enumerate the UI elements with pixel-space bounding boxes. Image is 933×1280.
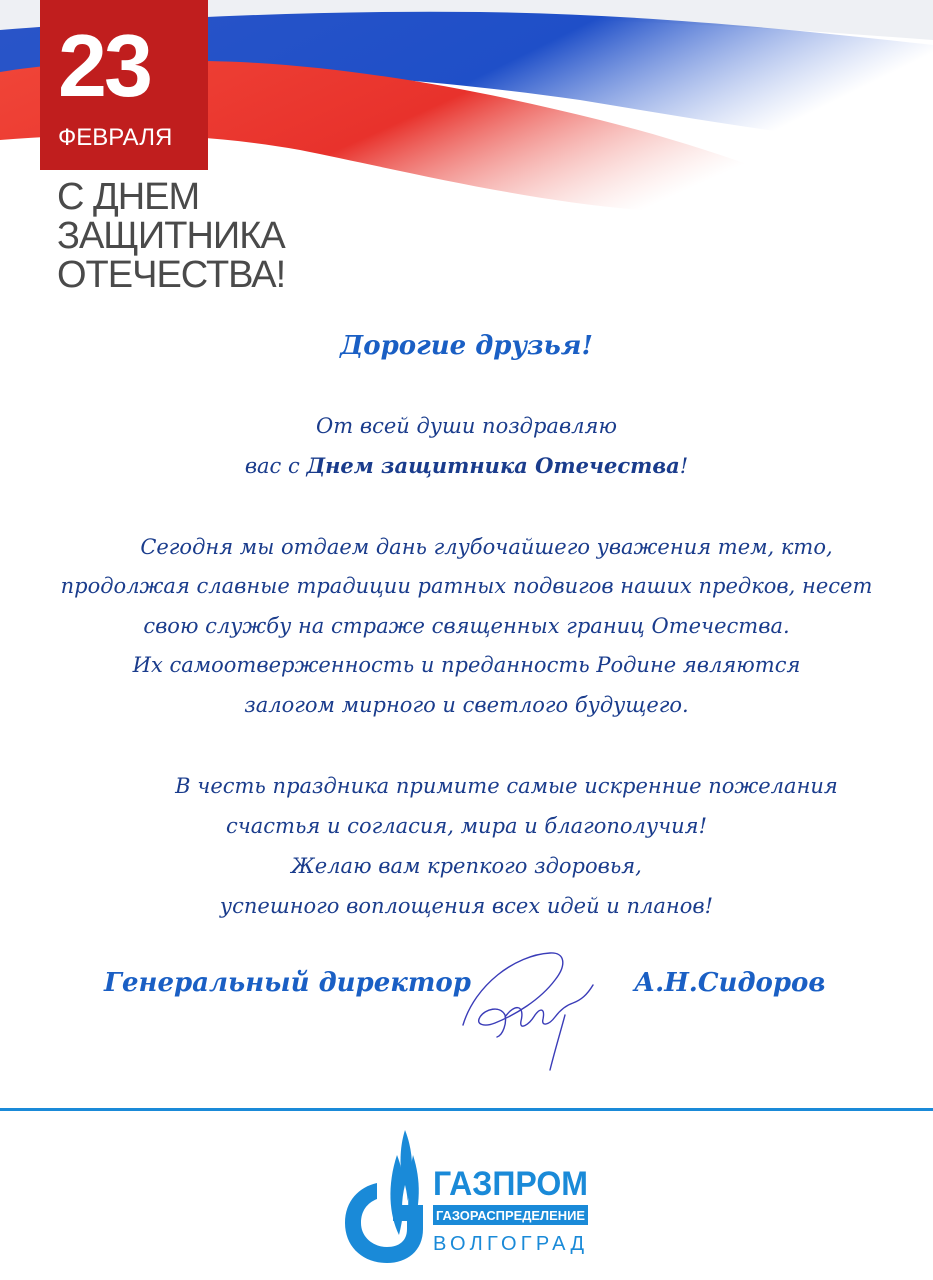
logo-city-text: ВОЛГОГРАД [433,1233,588,1255]
intro-prefix: вас с [244,454,307,478]
holiday-title-line-2: ЗАЩИТНИКА [57,215,285,257]
para1-line-3: свою службу на страже священных границ Отечества. [143,614,790,638]
para2-line-1: В честь праздника примите самые искренние пожелания [175,774,838,798]
holiday-name: Днем защитника Отечества [306,453,680,478]
greeting: Дорогие друзья! [340,331,593,361]
gazprom-logo [335,1125,605,1270]
para1-line-2: продолжая славные традиции ратных подвигов наших предков, несет [60,574,873,598]
logo-brand-text: ГАЗПРОМ [433,1165,588,1203]
para1-line-1: Сегодня мы отдаем дань глубочайшего уважения тем, кто, [140,535,833,559]
para1-line-4: Их самоотверженность и преданность Родине являются [132,653,801,677]
intro-line-2 [0,453,933,479]
footer-divider [0,1108,933,1111]
para1-line-5: залогом мирного и светлого будущего. [244,693,689,717]
signatory-role: Генеральный директор [104,968,471,998]
para2-line-4: успешного воплощения всех идей и планов! [219,894,714,918]
holiday-title-line-3: ОТЕЧЕСТВА! [57,254,286,296]
signatory-name: А.Н.Сидоров [634,968,826,998]
intro-line-1: От всей души поздравляю [316,414,617,438]
date-badge [40,0,208,170]
holiday-title [57,178,285,295]
intro-suffix: ! [679,454,689,478]
holiday-title-line-1: С ДНЕМ [57,176,200,218]
date-day: 23 [58,16,150,115]
para2-line-3: Желаю вам крепкого здоровья, [291,854,642,878]
date-month: ФЕВРАЛЯ [58,124,173,151]
para2-line-2: счастья и согласия, мира и благополучия! [225,814,708,838]
handwritten-signature [455,945,605,1075]
logo-subtitle-text: ГАЗОРАСПРЕДЕЛЕНИЕ [436,1208,586,1223]
